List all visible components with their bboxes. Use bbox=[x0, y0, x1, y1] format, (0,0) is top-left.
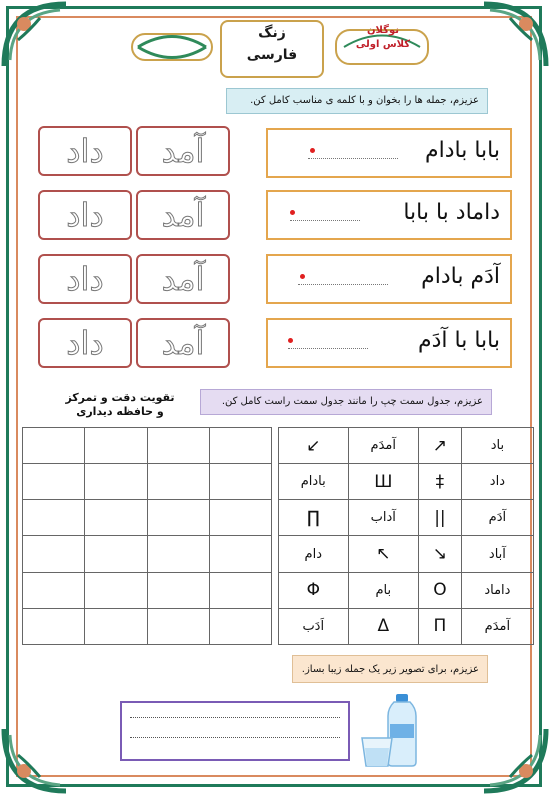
table-cell: دام bbox=[279, 536, 349, 572]
laurel-banner-icon bbox=[128, 20, 216, 72]
table-cell-symbol: ↗ bbox=[419, 428, 462, 464]
sentence-text: داماد با بابا bbox=[403, 200, 500, 225]
table-cell-symbol: || bbox=[419, 500, 462, 536]
choice-word-dad[interactable] bbox=[38, 190, 132, 240]
empty-cell[interactable] bbox=[23, 500, 85, 536]
page-title-box bbox=[220, 20, 324, 78]
table-cell-symbol: O bbox=[419, 572, 462, 608]
sentence-row bbox=[266, 318, 512, 368]
full-stop bbox=[288, 338, 293, 343]
table-cell-symbol: ↖ bbox=[348, 536, 419, 572]
full-stop bbox=[310, 148, 315, 153]
floral-corner-icon bbox=[480, 0, 550, 70]
empty-cell[interactable] bbox=[147, 464, 209, 500]
sentence-text: بابا بادام bbox=[424, 138, 500, 163]
table-cell-symbol: Ш bbox=[348, 464, 419, 500]
empty-cell[interactable] bbox=[85, 428, 147, 464]
floral-corner-icon bbox=[480, 725, 550, 795]
empty-cell[interactable] bbox=[209, 428, 271, 464]
empty-cell[interactable] bbox=[23, 428, 85, 464]
table-cell: باد bbox=[461, 428, 533, 464]
table-cell: بام bbox=[348, 572, 419, 608]
sentence-text: بابا با آدَم bbox=[418, 328, 500, 353]
empty-cell[interactable] bbox=[209, 572, 271, 608]
choice-word-text: آمد bbox=[161, 324, 205, 362]
empty-cell[interactable] bbox=[147, 572, 209, 608]
table-cell: آدَم bbox=[461, 500, 533, 536]
table-cell: آمدَم bbox=[348, 428, 419, 464]
choice-word-text: داد bbox=[66, 196, 104, 234]
class-label-box bbox=[338, 24, 428, 62]
table-cell-symbol: ‡ bbox=[419, 464, 462, 500]
empty-cell[interactable] bbox=[23, 464, 85, 500]
empty-cell[interactable] bbox=[147, 608, 209, 644]
table-cell-symbol: П bbox=[419, 608, 462, 644]
table-cell: اَدَب bbox=[279, 608, 349, 644]
empty-cell[interactable] bbox=[85, 608, 147, 644]
writing-line bbox=[130, 717, 340, 718]
table-cell: آمدَم bbox=[461, 608, 533, 644]
reference-table bbox=[278, 427, 534, 645]
table-cell-symbol: Φ bbox=[279, 572, 349, 608]
empty-cell[interactable] bbox=[209, 500, 271, 536]
choice-word-amad[interactable] bbox=[136, 254, 230, 304]
instruction-copy-table: عزیزم، جدول سمت چپ را مانند جدول سمت راست کامل کن. bbox=[200, 389, 492, 415]
empty-cell[interactable] bbox=[23, 608, 85, 644]
empty-cell[interactable] bbox=[85, 536, 147, 572]
table-cell: بادام bbox=[279, 464, 349, 500]
focus-label-line2: و حافظه دیداری bbox=[76, 405, 164, 418]
sentence-writing-box[interactable] bbox=[120, 701, 350, 761]
table-cell-symbol: ∏ bbox=[279, 500, 349, 536]
table-cell-symbol: ↙ bbox=[279, 428, 349, 464]
choice-word-text: داد bbox=[66, 132, 104, 170]
sentence-row bbox=[266, 128, 512, 178]
page-subtitle: فارسی bbox=[246, 47, 298, 63]
focus-label-line1: تقویت دقت و تمرکز bbox=[65, 391, 175, 404]
empty-cell[interactable] bbox=[85, 464, 147, 500]
empty-cell[interactable] bbox=[23, 572, 85, 608]
empty-cell[interactable] bbox=[147, 428, 209, 464]
empty-cell[interactable] bbox=[209, 536, 271, 572]
answer-blank[interactable] bbox=[298, 284, 388, 285]
floral-corner-icon bbox=[0, 725, 70, 795]
sentence-text: آدَم بادام bbox=[421, 264, 500, 289]
full-stop bbox=[300, 274, 305, 279]
empty-cell[interactable] bbox=[23, 536, 85, 572]
empty-cell[interactable] bbox=[147, 536, 209, 572]
choice-word-dad[interactable] bbox=[38, 126, 132, 176]
choice-word-amad[interactable] bbox=[136, 318, 230, 368]
choice-word-dad[interactable] bbox=[38, 254, 132, 304]
choice-word-amad[interactable] bbox=[136, 126, 230, 176]
school-name: نوگلان bbox=[367, 25, 399, 36]
table-cell: آداب bbox=[348, 500, 419, 536]
sentence-row bbox=[266, 254, 512, 304]
page-title: زنگ bbox=[258, 25, 286, 41]
table-cell: آباد bbox=[461, 536, 533, 572]
table-cell-symbol: Δ bbox=[348, 608, 419, 644]
empty-answer-table bbox=[22, 427, 272, 645]
sentence-row bbox=[266, 190, 512, 240]
choice-word-text: داد bbox=[66, 260, 104, 298]
answer-blank[interactable] bbox=[290, 220, 360, 221]
choice-word-text: آمد bbox=[161, 132, 205, 170]
table-cell: داماد bbox=[461, 572, 533, 608]
table-cell: داد bbox=[461, 464, 533, 500]
table-cell-symbol: ↘ bbox=[419, 536, 462, 572]
empty-cell[interactable] bbox=[85, 500, 147, 536]
class-name: کلاس اولی bbox=[355, 39, 411, 50]
answer-blank[interactable] bbox=[308, 158, 398, 159]
choice-word-text: آمد bbox=[161, 196, 205, 234]
answer-blank[interactable] bbox=[288, 348, 368, 349]
instruction-make-sentence: عزیزم، برای تصویر زیر یک جمله زیبا بساز. bbox=[292, 655, 488, 683]
empty-cell[interactable] bbox=[85, 572, 147, 608]
writing-line bbox=[130, 737, 340, 738]
full-stop bbox=[290, 210, 295, 215]
empty-cell[interactable] bbox=[209, 608, 271, 644]
empty-cell[interactable] bbox=[147, 500, 209, 536]
empty-cell[interactable] bbox=[209, 464, 271, 500]
instruction-fill-sentences: عزیزم، جمله ها را بخوان و با کلمه ی مناسب کامل کن. bbox=[226, 88, 488, 114]
choice-word-dad[interactable] bbox=[38, 318, 132, 368]
focus-memory-label bbox=[50, 391, 190, 419]
choice-word-amad[interactable] bbox=[136, 190, 230, 240]
water-bottle-glass-icon bbox=[356, 690, 436, 770]
floral-corner-icon bbox=[0, 0, 70, 70]
choice-word-text: داد bbox=[66, 324, 104, 362]
choice-word-text: آمد bbox=[161, 260, 205, 298]
